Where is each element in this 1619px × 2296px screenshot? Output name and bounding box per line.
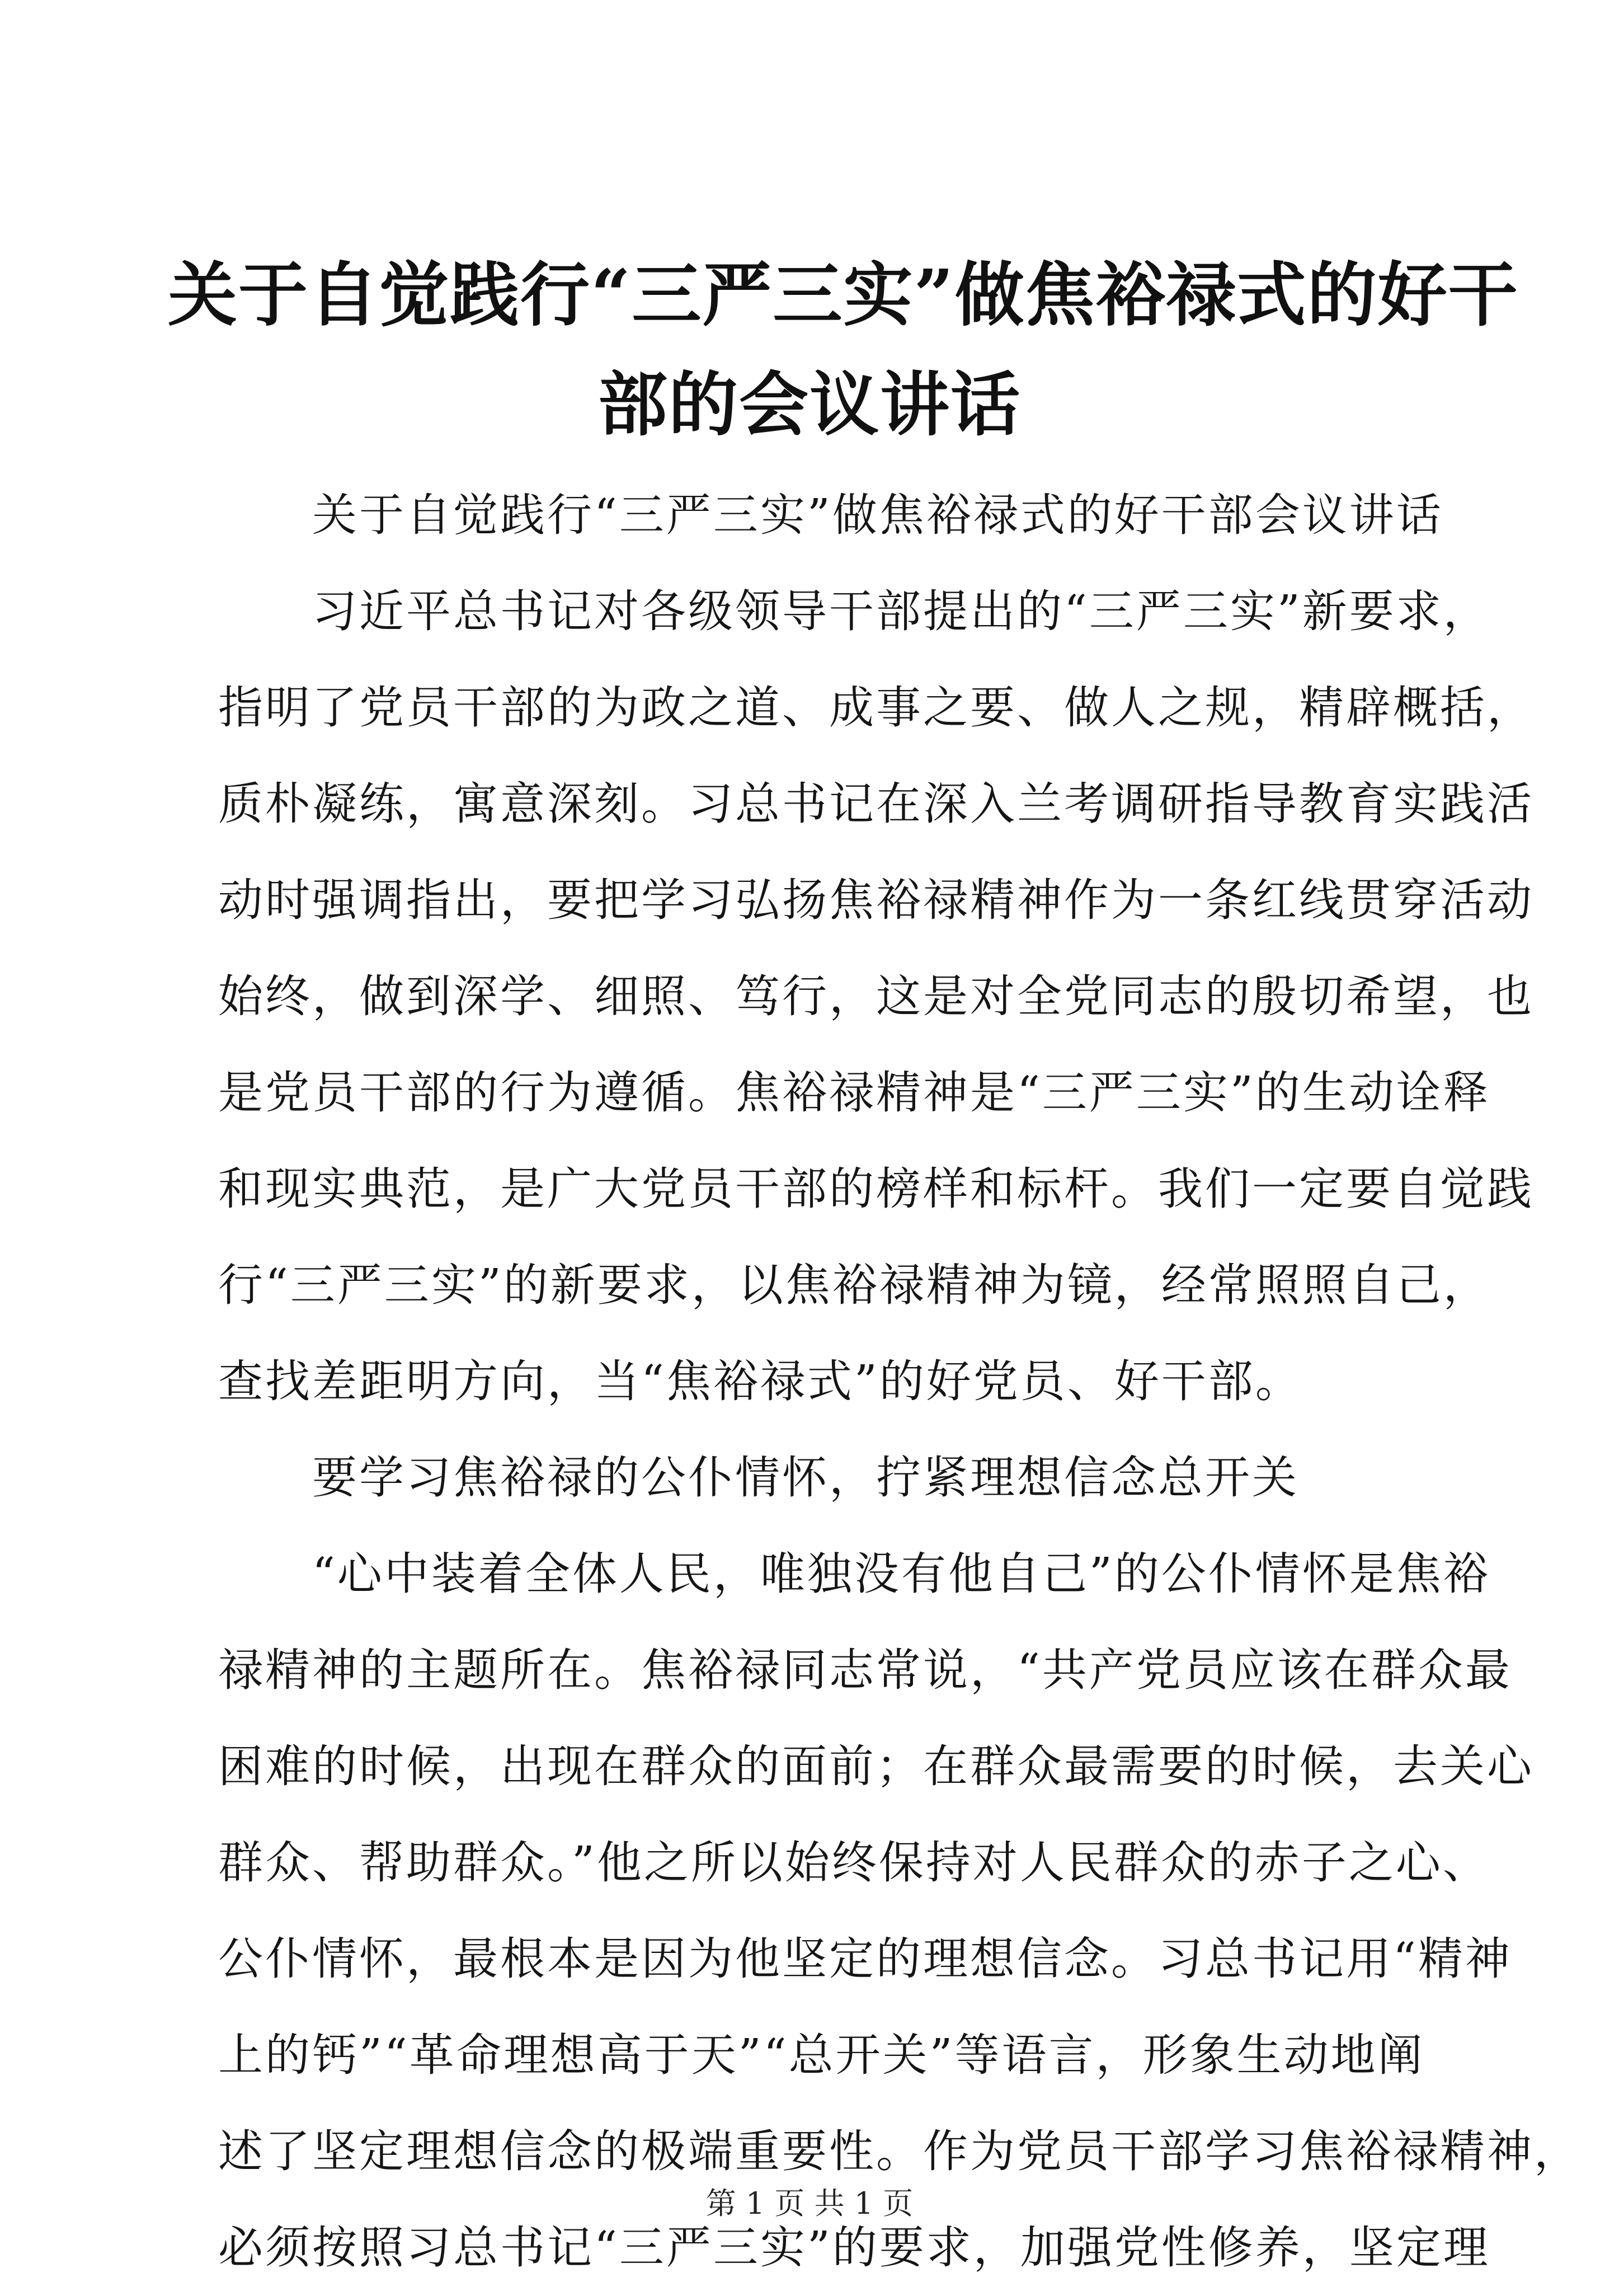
body-line: 必须按照习总书记“三严三实”的要求，加强党性修养，坚定理 <box>218 2222 1490 2274</box>
body-line: 群众、帮助群众。”他之所以始终保持对人民群众的赤子之心、 <box>218 1837 1490 1889</box>
body-line: 指明了党员干部的为政之道、成事之要、做人之规，精辟概括， <box>218 682 1534 734</box>
body-line: 困难的时候，出现在群众的面前；在群众最需要的时候，去关心 <box>218 1740 1534 1792</box>
body-line: 质朴凝练，寓意深刻。习总书记在深入兰考调研指导教育实践活 <box>218 778 1534 830</box>
body-line: 是党员干部的行为遵循。焦裕禄精神是“三严三实”的生动诠释 <box>218 1067 1490 1119</box>
body-line: 习近平总书记对各级领导干部提出的“三严三实”新要求， <box>218 585 1490 637</box>
body-line: 述了坚定理想信念的极端重要性。作为党员干部学习焦裕禄精神， <box>218 2125 1581 2177</box>
page-number-footer: 第 1 页 共 1 页 <box>705 2186 914 2221</box>
document-body <box>218 467 1581 2296</box>
body-line: 始终，做到深学、细照、笃行，这是对全党同志的殷切希望，也 <box>218 970 1534 1022</box>
document-title <box>168 241 1519 460</box>
body-line: “心中装着全体人民，唯独没有他自己”的公仆情怀是焦裕 <box>218 1548 1490 1600</box>
body-line: 查找差距明方向，当“焦裕禄式”的好党员、好干部。 <box>218 1355 1302 1407</box>
section-heading: 要学习焦裕禄的公仆情怀，拧紧理想信念总开关 <box>218 1452 1299 1504</box>
body-line: 禄精神的主题所在。焦裕禄同志常说，“共产党员应该在群众最 <box>218 1644 1512 1696</box>
title-line: 关于自觉践行“三严三实”做焦裕禄式的好干 <box>168 255 1519 336</box>
body-line: 和现实典范，是广大党员干部的榜样和标杆。我们一定要自觉践 <box>218 1163 1534 1215</box>
body-line: 公仆情怀，最根本是因为他坚定的理想信念。习总书记用“精神 <box>218 1933 1512 1985</box>
body-line: 关于自觉践行“三严三实”做焦裕禄式的好干部会议讲话 <box>218 489 1443 541</box>
body-line: 行“三严三实”的新要求，以焦裕禄精神为镜，经常照照自己， <box>218 1259 1490 1311</box>
title-line: 部的会议讲话 <box>597 364 1021 445</box>
body-line: 动时强调指出，要把学习弘扬焦裕禄精神作为一条红线贯穿活动 <box>218 874 1534 926</box>
body-line: 上的钙”“革命理想高于天”“总开关”等语言，形象生动地阐 <box>218 2029 1425 2081</box>
